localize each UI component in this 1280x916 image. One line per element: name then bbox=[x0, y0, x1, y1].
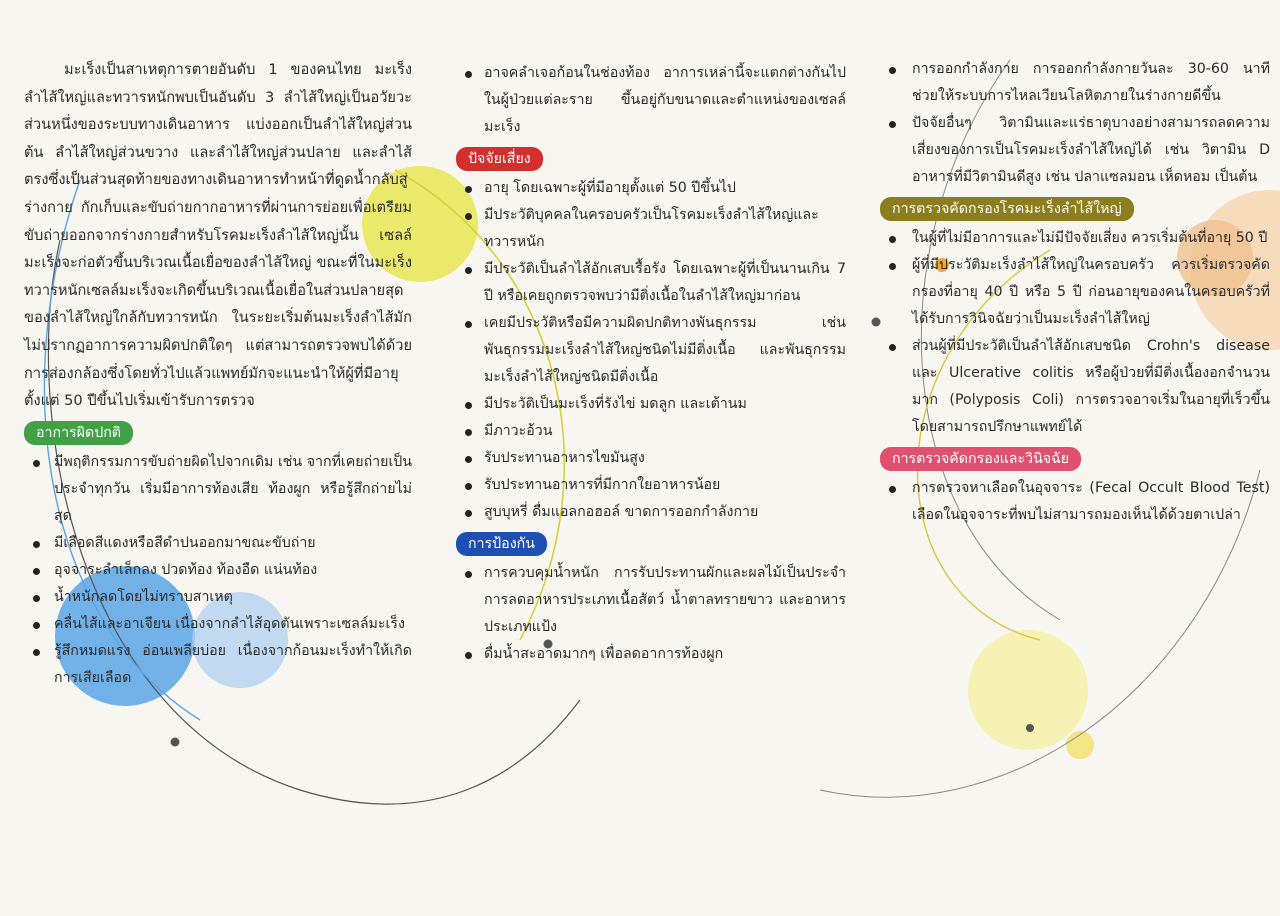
intro-paragraph: มะเร็งเป็นสาเหตุการตายอันดับ 1 ของคนไทย มะเร็งลำไส้ใหญ่และทวารหนักพบเป็นอันดับ 3 ลำไส้ใหญ่เป็นอวัยวะส่วนหนึ่งของระบบทางเดินอาหาร แบ่งออกเป็นลำไส้ใหญ่ส่วนต้น ลำไส้ใหญ่ส่วนขวาง และลำไส้ใหญ่ส่วนปลาย และลำไส้ตรงซึ่งเป็นส่วนสุดท้ายของทางเดินอาหารทำหน้าที่ดูดน้ำกลับสู่ร่างกาย กักเก็บและขับถ่ายกากอาหารที่ผ่านการย่อยเพื่อเตรียมขับถ่ายออกจากร่างกายสำหรับโรคมะเร็งลำไส้ใหญ่นั้น เซลล์มะเร็งจะก่อตัวขึ้นบริเวณเนื้อเยื่อของลำไส้ใหญ่ ขณะที่ในมะเร็งทวารหนักเซลล์มะเร็งจะเกิดขึ้นบริเวณเนื้อเยื่อในส่วนปลายสุดของลำไส้ใหญ่ใกล้กับทวารหนัก ในระยะเริ่มต้นมะเร็งลำไส้มักไม่ปรากฏอาการความผิดปกติใดๆ แต่สามารถตรวจพบได้ด้วยการส่องกล้องซึ่งโดยทั่วไปแล้วแพทย์มักจะแนะนำให้ผู้ที่มีอายุตั้งแต่ 50 ปีขึ้นไปเริ่มเข้ารับการตรวจ bbox=[24, 61, 412, 410]
list-item: การออกกำลังกาย การออกกำลังกายวันละ 30-60 นาที ช่วยให้ระบบการไหลเวียนโลหิตภายในร่างกายดีขึ้น bbox=[880, 56, 1270, 110]
screening-list bbox=[880, 225, 1270, 441]
list-item: การตรวจหาเลือดในอุจจาระ (Fecal Occult Blood Test) เลือดในอุจจาระที่พบไม่สามารถมองเห็นได้ด้วยตาเปล่า bbox=[880, 475, 1270, 529]
prevention-list bbox=[456, 560, 846, 668]
symptoms-heading: อาการผิดปกติ bbox=[24, 421, 133, 445]
list-item: ดื่มน้ำสะอาดมากๆ เพื่อลดอาการท้องผูก bbox=[456, 641, 846, 668]
yellow-circle-lower bbox=[968, 630, 1088, 750]
list-item: ส่วนผู้ที่มีประวัติเป็นลำไส้อักเสบชนิด Crohn's disease และ Ulcerative colitis หรือผู้ป่วยที่มีติ่งเนื้องอกจำนวนมาก (Polyposis Coli) การตรวจอาจเริ่มในอายุที่เร็วขึ้นโดยสามารถปรึกษาแพทย์ได้ bbox=[880, 333, 1270, 441]
list-item: ปัจจัยอื่นๆ วิตามินและแร่ธาตุบางอย่างสามารถลดความเสี่ยงของการเป็นโรคมะเร็งลำไส้ใหญ่ได้ เช่น วิตามิน D อาหารที่มีวิตามินดีสูง เช่น ปลาแซลมอน เห็ดหอม เป็นต้น bbox=[880, 110, 1270, 191]
column-1 bbox=[24, 56, 412, 692]
prevention-heading: การป้องกัน bbox=[456, 532, 547, 556]
list-item: มีประวัติเป็นลำไส้อักเสบเรื้อรัง โดยเฉพาะผู้ที่เป็นนานเกิน 7 ปี หรือเคยถูกตรวจพบว่ามีติ่งเนื้อในลำไส้ใหญ่มาก่อน bbox=[456, 256, 846, 310]
list-item: การควบคุมน้ำหนัก การรับประทานผักและผลไม้เป็นประจำ การลดอาหารประเภทเนื้อสัตว์ น้ำตาลทรายขาว และอาหารประเภทแป้ง bbox=[456, 560, 846, 641]
screening-heading: การตรวจคัดกรองโรคมะเร็งลำไส้ใหญ่ bbox=[880, 197, 1134, 221]
symptoms-list bbox=[24, 449, 412, 692]
column-2 bbox=[456, 60, 846, 668]
list-item: รู้สึกหมดแรง อ่อนเพลียบ่อย เนื่องจากก้อนมะเร็งทำให้เกิดการเสียเลือด bbox=[24, 638, 412, 692]
dot-node-1 bbox=[171, 738, 180, 747]
risk-factors-heading: ปัจจัยเสี่ยง bbox=[456, 147, 543, 171]
list-item: มีเลือดสีแดงหรือสีดำปนออกมาขณะขับถ่าย bbox=[24, 530, 412, 557]
risk-factors-list bbox=[456, 175, 846, 526]
list-item: รับประทานอาหารไขมันสูง bbox=[456, 445, 846, 472]
diagnosis-heading: การตรวจคัดกรองและวินิจฉัย bbox=[880, 447, 1081, 471]
list-item: มีภาวะอ้วน bbox=[456, 418, 846, 445]
list-item: อุจจาระลำเล็กลง ปวดท้อง ท้องอืด แน่นท้อง bbox=[24, 557, 412, 584]
diagnosis-list bbox=[880, 475, 1270, 529]
prevention-continued-list bbox=[880, 56, 1270, 191]
list-item: เคยมีประวัติหรือมีความผิดปกติทางพันธุกรรม เช่น พันธุกรรมมะเร็งลำไส้ใหญ่ชนิดไม่มีติ่งเนื้อ และพันธุกรรมมะเร็งลำไส้ใหญ่ชนิดมีติ่งเนื้อ bbox=[456, 310, 846, 391]
list-item: อายุ โดยเฉพาะผู้ที่มีอายุตั้งแต่ 50 ปีขึ้นไป bbox=[456, 175, 846, 202]
list-item: สูบบุหรี่ ดื่มแอลกอฮอล์ ขาดการออกกำลังกาย bbox=[456, 499, 846, 526]
symptoms-continued-list bbox=[456, 60, 846, 141]
list-item: มีประวัติเป็นมะเร็งที่รังไข่ มดลูก และเต้านม bbox=[456, 391, 846, 418]
list-item: อาจคลำเจอก้อนในช่องท้อง อาการเหล่านี้จะแตกต่างกันไปในผู้ป่วยแต่ละราย ขึ้นอยู่กับขนาดและตำแหน่งของเซลล์มะเร็ง bbox=[456, 60, 846, 141]
list-item: น้ำหนักลดโดยไม่ทราบสาเหตุ bbox=[24, 584, 412, 611]
list-item: มีประวัติบุคคลในครอบครัวเป็นโรคมะเร็งลำไส้ใหญ่และทวารหนัก bbox=[456, 202, 846, 256]
list-item: มีพฤติกรรมการขับถ่ายผิดไปจากเดิม เช่น จากที่เคยถ่ายเป็นประจำทุกวัน เริ่มมีอาการท้องเสีย ท้องผูก หรือรู้สึกถ่ายไม่สุด bbox=[24, 449, 412, 530]
list-item: คลื่นไส้และอาเจียน เนื่องจากลำไส้อุดตันเพราะเซลล์มะเร็ง bbox=[24, 611, 412, 638]
column-3 bbox=[880, 56, 1270, 529]
dot-node-4 bbox=[1026, 724, 1034, 732]
list-item: ในผู้ที่ไม่มีอาการและไม่มีปัจจัยเสี่ยง ควรเริ่มต้นที่อายุ 50 ปี bbox=[880, 225, 1270, 252]
list-item: รับประทานอาหารที่มีกากใยอาหารน้อย bbox=[456, 472, 846, 499]
list-item: ผู้ที่มีประวัติมะเร็งลำไส้ใหญ่ในครอบครัว ควรเริ่มตรวจคัดกรองที่อายุ 40 ปี หรือ 5 ปี ก่อนอายุของคนในครอบครัวที่ได้รับการวินิจฉัยว่าเป็นมะเร็งลำไส้ใหญ่ bbox=[880, 252, 1270, 333]
